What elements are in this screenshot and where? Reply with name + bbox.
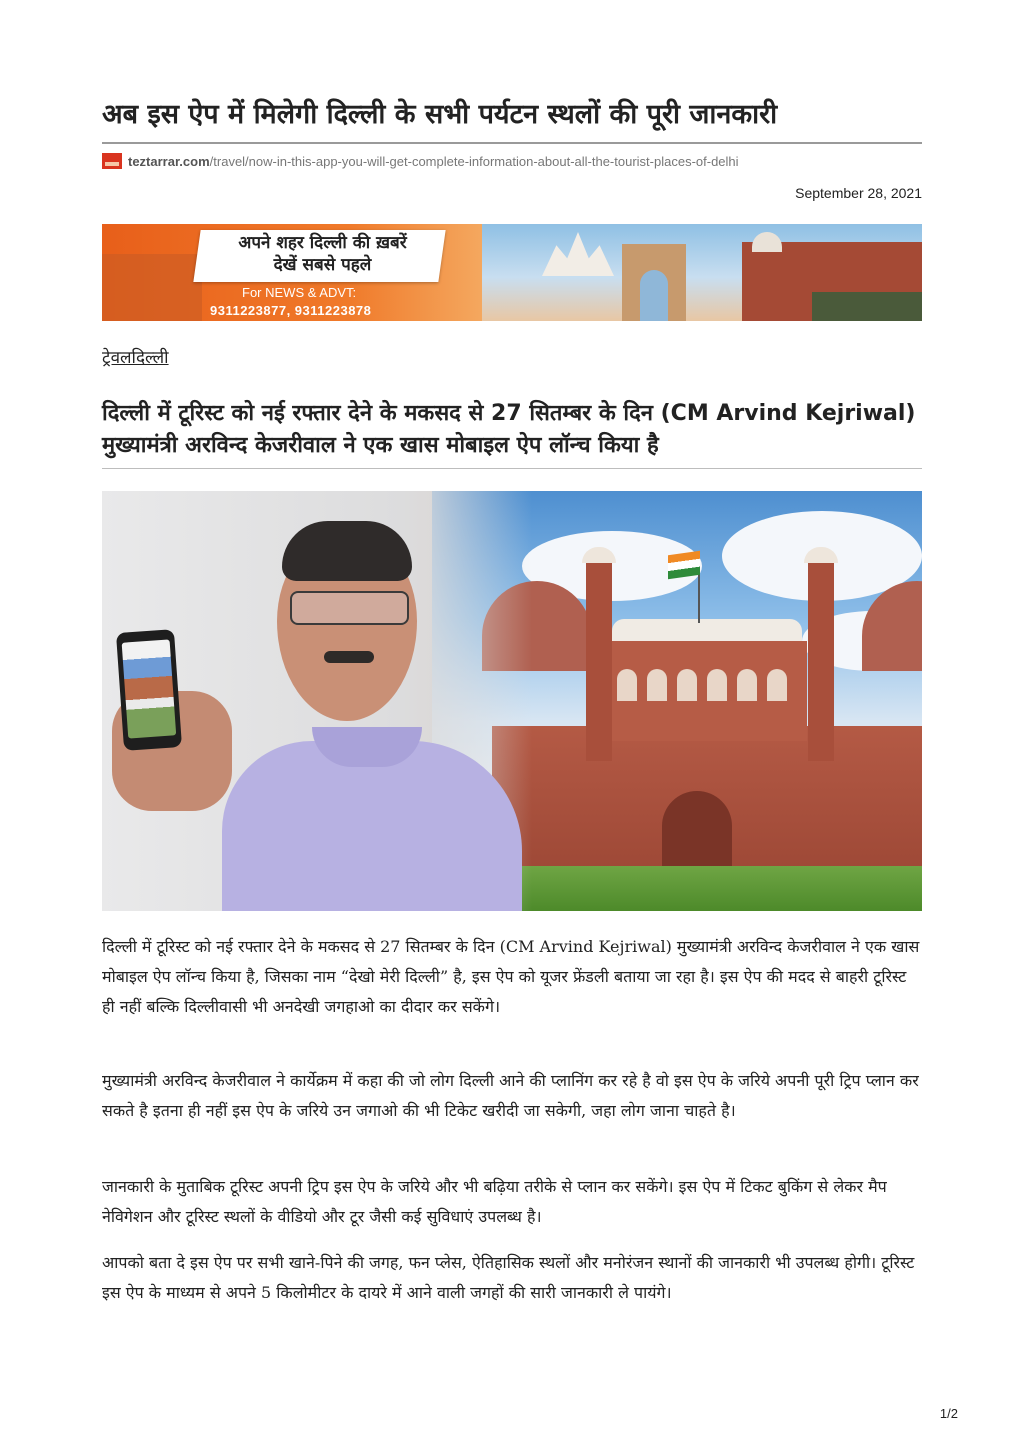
smartphone-icon: [116, 629, 182, 751]
source-path[interactable]: /travel/now-in-this-app-you-will-get-complete-information-about-all-the-tourist-places-of-delhi: [209, 153, 739, 169]
banner-fort-silhouette: [102, 254, 202, 321]
lawn: [482, 866, 922, 911]
category-link[interactable]: ट्रेवलदिल्ली: [102, 348, 169, 368]
fort-arch: [677, 669, 697, 701]
red-fort-image: [742, 242, 922, 321]
article-paragraph: जानकारी के मुताबिक टूरिस्ट अपनी ट्रिप इस ऐप के जरिये और भी बढ़िया तरीके से प्लान कर सकेंगे। इस ऐप में टिकट बुकिंग से लेकर मैप नेविगेशन और टूरिस्ट स्थलों के वीडियो और टूर जैसी कई सुविधाएं उपलब्ध है।: [102, 1177, 887, 1226]
fort-minaret-right: [808, 561, 834, 761]
person-glasses: [290, 591, 409, 625]
fort-arch: [767, 669, 787, 701]
banner-tagline-2: देखें सबसे पहले: [273, 255, 372, 275]
fort-arch: [647, 669, 667, 701]
banner-phone-numbers: 9311223877, 9311223878: [210, 303, 372, 318]
fort-gate: [662, 791, 732, 871]
page-number: 1/2: [939, 1406, 958, 1421]
headline-divider: [102, 468, 922, 469]
hero-image: [102, 491, 922, 911]
title-divider: [102, 142, 922, 144]
article-paragraph: दिल्ली में टूरिस्ट को नई रफ्तार देने के मकसद से 27 सितम्बर के दिन (CM Arvind Kejriwal) मुख्यामंत्री अरविन्द केजरीवाल ने एक खास मोबाइल ऐप लॉन्च किया है, जिसका नाम “देखो मेरी दिल्ली” है, इस ऐप को यूजर फ्रेंडली बताया जा रहा है। इस ऐप की मदद से बाहरी टूरिस्ट ही नहीं बल्कि दिल्लीवासी भी अनदेखी जगहाओ का दीदार कर सकेंगे।: [102, 937, 920, 1016]
india-gate-image: [622, 244, 686, 321]
fort-minaret-left: [586, 561, 612, 761]
app-screen: [122, 639, 177, 738]
fort-arch: [617, 669, 637, 701]
publish-date: September 28, 2021: [795, 185, 922, 201]
person-mustache: [324, 651, 374, 663]
article-paragraph: आपको बता दे इस ऐप पर सभी खाने-पिने की जगह, फन प्लेस, ऐतिहासिक स्थलों और मनोरंजन स्थानों की जानकारी भी उपलब्ध होगी। टूरिस्ट इस ऐप के माध्यम से अपने 5 किलोमीटर के दायरे में आने वाली जगहों की सारी जानकारी ले पायंगे।: [102, 1253, 915, 1302]
fort-arch: [707, 669, 727, 701]
india-flag-icon: [668, 551, 700, 579]
banner-tagline-1: अपने शहर दिल्ली की ख़बरें: [238, 233, 407, 253]
source-url[interactable]: [102, 152, 739, 170]
fort-arch: [737, 669, 757, 701]
advertisement-banner[interactable]: [102, 224, 922, 321]
article-paragraph: मुख्यामंत्री अरविन्द केजरीवाल ने कार्येक्रम में कहा की जो लोग दिल्ली आने की प्लानिंग कर रहे है वो इस ऐप के जरिये अपनी पूरी ट्रिप प्लान कर सकते है इतना ही नहीं इस ऐप के जरिये उन जगाओ की भी टिकेट खरीदी जा सकेगी, जहा लोग जाना चाहते है।: [102, 1071, 919, 1120]
person-hair: [282, 521, 412, 581]
source-domain[interactable]: teztarrar.com: [128, 153, 210, 169]
article-headline: दिल्ली में टूरिस्ट को नई रफ्तार देने के मकसद से 27 सितम्बर के दिन (CM Arvind Kejriwal) मुख्यामंत्री अरविन्द केजरीवाल ने एक खास मोबाइल ऐप लॉन्च किया है: [102, 401, 916, 458]
banner-advt-label: For NEWS & ADVT:: [242, 285, 357, 300]
site-favicon-icon: [102, 153, 122, 169]
article-title: अब इस ऐप में मिलेगी दिल्ली के सभी पर्यटन स्थलों की पूरी जानकारी: [102, 99, 778, 130]
